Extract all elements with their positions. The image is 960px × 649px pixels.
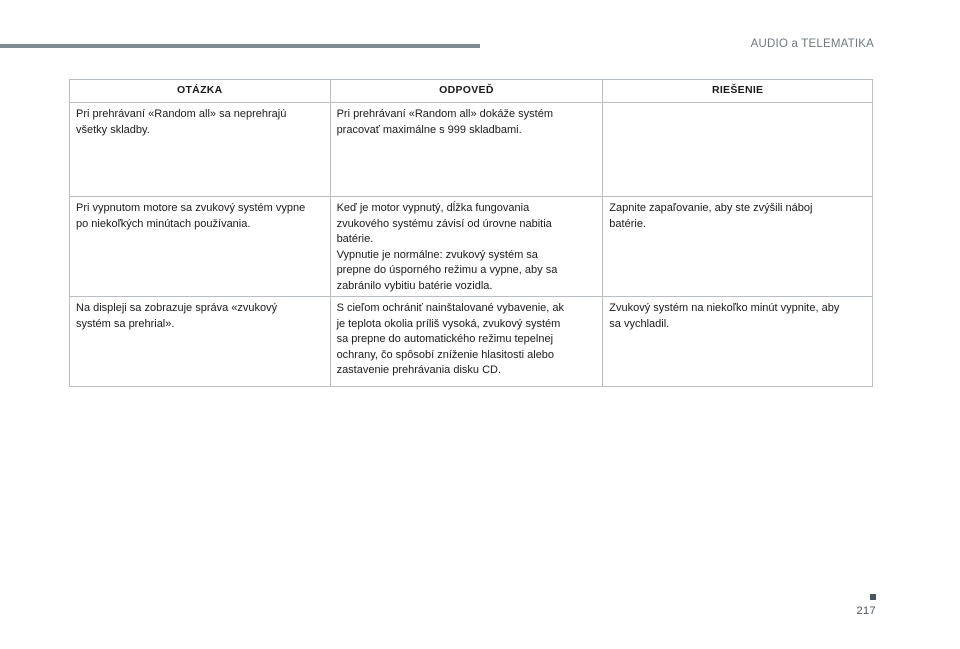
question-cell [70, 197, 331, 297]
table-row [70, 297, 873, 387]
column-header-answer: ODPOVEĎ [330, 80, 603, 103]
answer-cell [330, 297, 603, 387]
answer-cell [330, 197, 603, 297]
page-number: 217 [856, 605, 876, 617]
question-cell [70, 297, 331, 387]
solution-cell [603, 103, 873, 197]
table-row [70, 103, 873, 197]
solution-text: Zapnite zapaľovanie, aby ste zvýšili náboj batérie. [609, 202, 813, 230]
question-text: Na displeji sa zobrazuje správa «zvukový systém sa prehrial». [76, 302, 278, 330]
question-text: Pri vypnutom motore sa zvukový systém vypne po niekoľkých minútach používania. [76, 202, 306, 230]
table-row [70, 197, 873, 297]
answer-cell [330, 103, 603, 197]
solution-cell [603, 197, 873, 297]
page-marker-square [870, 594, 876, 600]
solution-cell [603, 297, 873, 387]
answer-text: Keď je motor vypnutý, dĺžka fungovania zvukového systému závisí od úrovne nabitia batérie. Vypnutie je normálne: zvukový systém sa prepne do úsporného režimu a vypne, aby sa zabránilo vybitiu batérie vozidla. [336, 202, 558, 292]
column-header-question: OTÁZKA [70, 80, 331, 103]
solution-text: Zvukový systém na niekoľko minút vypnite, aby sa vychladil. [609, 302, 840, 330]
faq-table [69, 79, 873, 387]
table-header-row [70, 80, 873, 103]
answer-text: Pri prehrávaní «Random all» dokáže systém pracovať maximálne s 999 skladbami. [336, 108, 554, 136]
header-accent-bar [0, 44, 480, 48]
column-header-solution: RIEŠENIE [603, 80, 873, 103]
question-text: Pri prehrávaní «Random all» sa neprehrajú všetky skladby. [76, 108, 287, 136]
question-cell [70, 103, 331, 197]
section-title: AUDIO a TELEMATIKA [750, 38, 874, 50]
answer-text: S cieľom ochrániť nainštalované vybavenie, ak je teplota okolia príliš vysoká, zvukový systém sa prepne do automatického režimu tepelnej ochrany, čo spôsobí zníženie hlasitosti alebo zastavenie prehrávania disku CD. [336, 302, 565, 376]
